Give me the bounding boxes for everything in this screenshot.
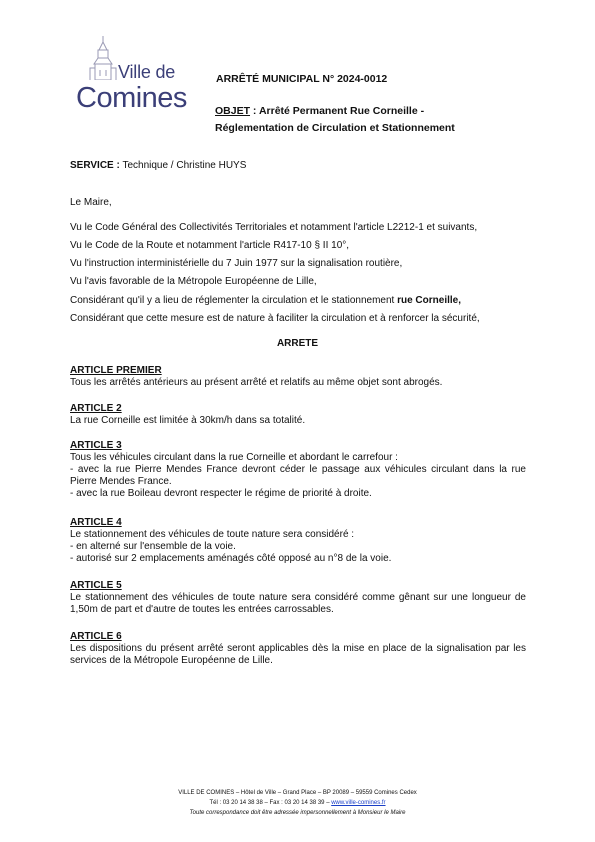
article-6-text: Les dispositions du présent arrêté seront applicables dès la mise en place de la signalisation par les services de la Métropole Européenne de Lille.: [70, 643, 526, 666]
considerant-line-2: Considérant que cette mesure est de nature à faciliter la circulation et à renforcer la sécurité,: [70, 313, 480, 324]
article-4-item-2: - autorisé sur 2 emplacements aménagés côté opposé au n°8 de la voie.: [70, 553, 392, 564]
logo-comines-text: Comines: [76, 82, 187, 114]
article-5-heading: ARTICLE 5: [70, 580, 122, 591]
article-5-text: Le stationnement des véhicules de toute nature sera considéré comme gênant sur une longueur de 1,50m de part et d'autre de toutes les entrées carrossables.: [70, 592, 526, 615]
article-2: [70, 403, 526, 427]
article-6: [70, 631, 526, 667]
article-3-item-1: - avec la rue Pierre Mendes France devront céder le passage aux véhicules circulant dans la rue Pierre Mendes France.: [70, 464, 526, 487]
article-4-item-1: - en alterné sur l'ensemble de la voie.: [70, 541, 236, 552]
objet-line1: : Arrêté Permanent Rue Corneille -: [250, 105, 425, 117]
service-value: Technique / Christine HUYS: [119, 160, 247, 171]
footer-notice-text: Toute correspondance doit être adressée impersonnellement à Monsieur le Maire: [189, 810, 406, 816]
footer-notice: [0, 808, 595, 818]
article-1-heading: ARTICLE PREMIER: [70, 365, 162, 376]
article-6-heading: ARTICLE 6: [70, 631, 122, 642]
objet-line2: Réglementation de Circulation et Stationnement: [215, 122, 455, 134]
vu-line-2: Vu le Code de la Route et notamment l'article R417-10 § II 10°,: [70, 240, 350, 251]
arrete-heading: ARRETE: [276, 338, 319, 349]
article-3-text: Tous les véhicules circulant dans la rue Corneille et abordant le carrefour :: [70, 452, 398, 463]
le-maire: Le Maire,: [70, 197, 112, 208]
service-line: [70, 160, 246, 171]
footer-address: VILLE DE COMINES – Hôtel de Ville – Grand Place – BP 20089 – 59559 Comines Cedex: [178, 790, 417, 796]
vu-line-1: Vu le Code Général des Collectivités Territoriales et notamment l'article L2212-1 et suivants,: [70, 222, 478, 233]
objet-block: [215, 103, 455, 137]
vu-line-4: Vu l'avis favorable de la Métropole Européenne de Lille,: [70, 276, 317, 287]
article-1: [70, 365, 526, 389]
ville-de-comines-logo: [76, 36, 188, 118]
article-2-heading: ARTICLE 2: [70, 403, 122, 414]
article-4: [70, 517, 526, 565]
arrete-number-title: ARRÊTÉ MUNICIPAL N° 2024-0012: [216, 73, 388, 85]
article-4-text: Le stationnement des véhicules de toute nature sera considéré :: [70, 529, 355, 540]
logo-ville-text: Ville de: [118, 62, 176, 82]
considerant-1-text: Considérant qu'il y a lieu de réglementer la circulation et le stationnement: [70, 295, 398, 306]
objet-label: OBJET: [215, 105, 251, 117]
article-1-text: Tous les arrêtés antérieurs au présent arrêté et relatifs au même objet sont abrogés.: [70, 377, 443, 388]
service-label: SERVICE :: [70, 160, 120, 171]
article-3-item-2: - avec la rue Boileau devront respecter le régime de priorité à droite.: [70, 488, 372, 499]
article-4-heading: ARTICLE 4: [70, 517, 122, 528]
considerant-line-1: [70, 295, 461, 306]
article-3-heading: ARTICLE 3: [70, 440, 122, 451]
considerant-1-street: rue Corneille,: [397, 295, 461, 306]
footer-website-link[interactable]: www.ville-comines.fr: [331, 800, 386, 806]
article-3: [70, 440, 526, 500]
vu-line-3: Vu l'instruction interministérielle du 7 Juin 1977 sur la signalisation routière,: [70, 258, 403, 269]
article-5: [70, 580, 526, 616]
footer-contact: [0, 798, 595, 808]
article-2-text: La rue Corneille est limitée à 30km/h dans sa totalité.: [70, 415, 306, 426]
footer-phone-fax: Tél : 03 20 14 38 38 – Fax : 03 20 14 38 39 –: [209, 800, 332, 806]
